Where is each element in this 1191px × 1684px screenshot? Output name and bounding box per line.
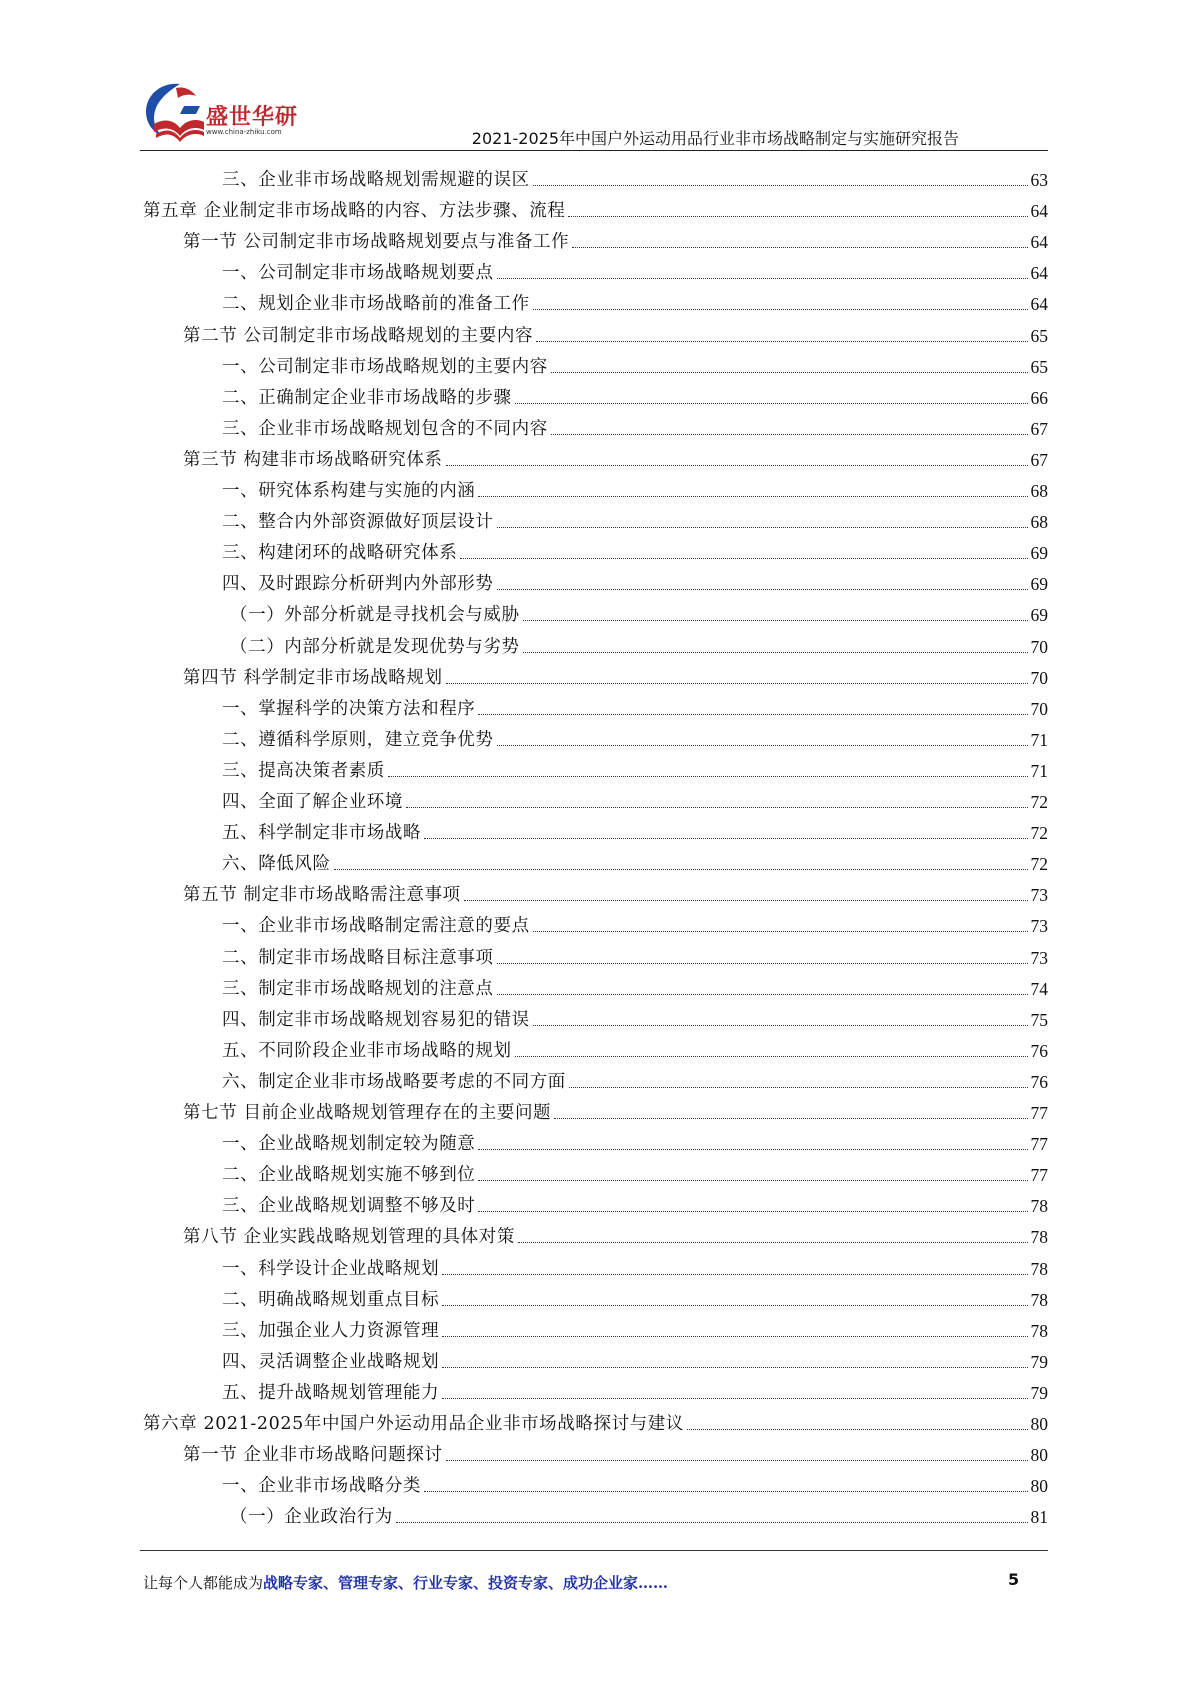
toc-dot-leader [533, 1025, 1028, 1026]
toc-entry[interactable] [222, 1031, 1048, 1062]
toc-dot-leader [334, 869, 1028, 870]
toc-page-number: 75 [1030, 1009, 1048, 1030]
toc-dot-leader [572, 247, 1027, 248]
toc-entry-title: 五、科学制定非市场战略 [222, 823, 422, 844]
toc-entry-title: 二、企业战略规划实施不够到位 [222, 1165, 476, 1186]
toc-entry[interactable] [222, 1373, 1048, 1404]
toc-entry[interactable] [222, 751, 1048, 782]
toc-dot-leader [388, 776, 1028, 777]
toc-entry-title: 五、不同阶段企业非市场战略的规划 [222, 1040, 512, 1061]
toc-entry-title: 三、企业非市场战略规划包含的不同内容 [222, 418, 548, 439]
page-number: 5 [1008, 1570, 1020, 1589]
toc-entry-title: 四、制定非市场战略规划容易犯的错误 [222, 1009, 530, 1030]
toc-dot-leader [442, 1305, 1027, 1306]
toc-dot-leader [523, 620, 1028, 621]
toc-page-number: 78 [1030, 1227, 1048, 1248]
toc-entry[interactable] [183, 1435, 1048, 1466]
toc-dot-leader [497, 527, 1028, 528]
toc-entry-title: （一）外部分析就是寻找机会与威胁 [230, 605, 520, 626]
toc-page-number: 78 [1030, 1258, 1048, 1279]
toc-page-number: 80 [1030, 1414, 1048, 1434]
toc-page-number: 67 [1030, 418, 1048, 439]
toc-entry-title: 第一节 企业非市场战略问题探讨 [183, 1445, 443, 1466]
toc-entry-title: 第七节 目前企业战略规划管理存在的主要问题 [183, 1103, 552, 1123]
toc-entry-title: 三、企业非市场战略规划需规避的误区 [222, 170, 530, 190]
toc-entry[interactable] [222, 969, 1048, 1000]
toc-entry[interactable] [222, 844, 1048, 875]
toc-dot-leader [533, 931, 1028, 932]
toc-page-number: 72 [1030, 792, 1048, 812]
toc-entry[interactable] [222, 782, 1048, 813]
toc-entry-title: 第四节 科学制定非市场战略规划 [183, 667, 443, 688]
toc-dot-leader [396, 1522, 1028, 1523]
toc-page-number: 71 [1030, 729, 1048, 750]
logo-url: www.china-zhiku.com [206, 128, 282, 136]
toc-entry[interactable] [222, 1280, 1048, 1311]
toc-dot-leader [551, 434, 1028, 435]
toc-dot-leader [568, 216, 1027, 217]
toc-entry[interactable] [222, 284, 1048, 315]
report-title: 2021-2025年中国户外运动用品行业非市场战略制定与实施研究报告 [471, 129, 959, 148]
toc-entry[interactable] [222, 409, 1048, 440]
toc-dot-leader [442, 1367, 1027, 1368]
toc-entry-title: 一、科学设计企业战略规划 [222, 1258, 440, 1279]
toc-entry-title: 一、企业非市场战略分类 [222, 1476, 422, 1497]
toc-page-number: 80 [1030, 1476, 1048, 1497]
toc-page-number: 70 [1030, 667, 1048, 688]
toc-entry[interactable] [183, 875, 1048, 906]
toc-dot-leader [442, 1274, 1027, 1275]
toc-entry-title: 六、制定企业非市场战略要考虑的不同方面 [222, 1071, 566, 1092]
toc-dot-leader [497, 994, 1028, 995]
toc-page-number: 69 [1030, 605, 1048, 626]
toc-page-number: 79 [1030, 1382, 1048, 1403]
toc-entry[interactable] [222, 471, 1048, 502]
toc-page-number: 76 [1030, 1071, 1048, 1092]
toc-page-number: 73 [1030, 916, 1048, 937]
toc-dot-leader [497, 745, 1028, 746]
toc-entry[interactable] [143, 191, 1048, 222]
toc-page-number: 63 [1030, 170, 1048, 190]
toc-page-number: 81 [1030, 1507, 1048, 1528]
toc-dot-leader [478, 714, 1027, 715]
toc-entry[interactable] [222, 533, 1048, 564]
slogan-lead: 让每个人都能成为 [143, 1574, 264, 1592]
toc-dot-leader [554, 1118, 1027, 1119]
toc-entry-title: 第三节 构建非市场战略研究体系 [183, 449, 443, 470]
toc-entry[interactable] [222, 1186, 1048, 1217]
toc-page-number: 77 [1030, 1165, 1048, 1186]
toc-dot-leader [518, 1242, 1028, 1243]
toc-dot-leader [478, 1180, 1027, 1181]
toc-dot-leader [478, 1149, 1027, 1150]
toc-entry[interactable] [222, 564, 1048, 595]
toc-entry-title: 第二节 公司制定非市场战略规划的主要内容 [183, 325, 534, 346]
toc-entry[interactable] [222, 813, 1048, 844]
toc-dot-leader [442, 1336, 1027, 1337]
toc-entry-title: 四、灵活调整企业战略规划 [222, 1351, 440, 1372]
header-divider [140, 150, 1048, 151]
toc-entry-title: 三、加强企业人力资源管理 [222, 1320, 440, 1341]
toc-entry[interactable] [222, 1062, 1048, 1093]
toc-dot-leader [446, 683, 1028, 684]
toc-entry[interactable] [230, 627, 1048, 658]
toc-page-number: 69 [1030, 543, 1048, 564]
company-logo [140, 80, 320, 150]
toc-page-number: 78 [1030, 1320, 1048, 1341]
toc-page-number: 77 [1030, 1103, 1048, 1123]
toc-entry[interactable] [183, 1217, 1048, 1248]
toc-dot-leader [406, 807, 1028, 808]
toc-entry-title: 二、正确制定企业非市场战略的步骤 [222, 387, 512, 408]
page-header [0, 0, 1191, 160]
toc-page-number: 68 [1030, 481, 1048, 501]
toc-entry-title: 五、提升战略规划管理能力 [222, 1382, 440, 1403]
toc-entry[interactable] [183, 658, 1048, 689]
toc-dot-leader [515, 1056, 1028, 1057]
toc-entry[interactable] [222, 1155, 1048, 1186]
toc-page-number: 65 [1030, 325, 1048, 346]
toc-page-number: 71 [1030, 760, 1048, 781]
toc-page-number: 64 [1030, 201, 1048, 222]
toc-dot-leader [446, 465, 1028, 466]
toc-entry-title: 六、降低风险 [222, 854, 331, 875]
toc-entry-title: 第一节 公司制定非市场战略规划要点与准备工作 [183, 232, 570, 253]
toc-entry-title: 三、构建闭环的战略研究体系 [222, 543, 458, 564]
toc-entry[interactable] [222, 938, 1048, 969]
toc-dot-leader [536, 341, 1027, 342]
toc-entry[interactable] [222, 502, 1048, 533]
toc-entry[interactable] [222, 1311, 1048, 1342]
toc-page-number: 73 [1030, 947, 1048, 968]
toc-dot-leader [460, 558, 1027, 559]
toc-dot-leader [551, 372, 1028, 373]
toc-entry-title: 第五章 企业制定非市场战略的内容、方法步骤、流程 [143, 201, 566, 222]
toc-dot-leader [497, 278, 1028, 279]
toc-entry-title: （一）企业政治行为 [230, 1507, 393, 1528]
toc-dot-leader [533, 185, 1028, 186]
toc-entry-title: 二、规划企业非市场战略前的准备工作 [222, 294, 530, 315]
toc-page-number: 77 [1030, 1134, 1048, 1155]
toc-page-number: 72 [1030, 823, 1048, 844]
toc-page-number: 67 [1030, 449, 1048, 470]
toc-entry[interactable] [222, 1466, 1048, 1497]
toc-dot-leader [569, 1087, 1028, 1088]
toc-entry[interactable] [183, 222, 1048, 253]
slogan-highlight: 战略专家、管理专家、行业专家、投资专家、成功企业家…… [263, 1574, 669, 1592]
toc-page-number: 74 [1030, 978, 1048, 999]
toc-entry[interactable] [222, 347, 1048, 378]
toc-entry-title: （二）内部分析就是发现优势与劣势 [230, 636, 520, 657]
toc-dot-leader [424, 1491, 1027, 1492]
toc-entry-title: 一、公司制定非市场战略规划的主要内容 [222, 356, 548, 377]
toc-entry-title: 三、企业战略规划调整不够及时 [222, 1196, 476, 1217]
toc-page-number: 64 [1030, 294, 1048, 315]
toc-entry[interactable] [183, 316, 1048, 347]
toc-entry[interactable] [183, 1093, 1048, 1124]
logo-book-icon [140, 80, 208, 146]
toc-dot-leader [464, 900, 1028, 901]
toc-entry-title: 第五节 制定非市场战略需注意事项 [183, 885, 461, 906]
toc-page-number: 80 [1030, 1445, 1048, 1466]
toc-dot-leader [478, 496, 1027, 497]
toc-dot-leader [424, 838, 1027, 839]
toc-entry-title: 第八节 企业实践战略规划管理的具体对策 [183, 1227, 515, 1248]
toc-page-number: 76 [1030, 1040, 1048, 1061]
toc-page-number: 78 [1030, 1289, 1048, 1310]
toc-entry[interactable] [222, 253, 1048, 284]
toc-page-number: 69 [1030, 574, 1048, 595]
toc-entry[interactable] [143, 1404, 1048, 1435]
toc-entry-title: 三、制定非市场战略规划的注意点 [222, 978, 494, 999]
toc-entry-title: 四、及时跟踪分析研判内外部形势 [222, 574, 494, 595]
toc-dot-leader [533, 309, 1028, 310]
toc-entry[interactable] [222, 1342, 1048, 1373]
toc-entry[interactable] [222, 689, 1048, 720]
toc-entry[interactable] [230, 1497, 1048, 1528]
toc-entry[interactable] [230, 595, 1048, 626]
toc-page-number: 70 [1030, 698, 1048, 719]
toc-dot-leader [523, 652, 1028, 653]
toc-page-number: 65 [1030, 356, 1048, 377]
toc-entry[interactable] [222, 1124, 1048, 1155]
toc-entry-title: 一、企业战略规划制定较为随意 [222, 1134, 476, 1155]
toc-dot-leader [515, 403, 1028, 404]
toc-page-number: 73 [1030, 885, 1048, 906]
toc-entry-title: 二、明确战略规划重点目标 [222, 1289, 440, 1310]
toc-entry-title: 二、整合内外部资源做好顶层设计 [222, 512, 494, 533]
toc-page-number: 70 [1030, 636, 1048, 657]
toc-entry-title: 一、公司制定非市场战略规划要点 [222, 263, 494, 284]
toc-page-number: 78 [1030, 1196, 1048, 1217]
toc-entry[interactable] [222, 720, 1048, 751]
toc-entry[interactable] [183, 440, 1048, 471]
toc-dot-leader [497, 589, 1028, 590]
toc-entry[interactable] [222, 1000, 1048, 1031]
toc-entry[interactable] [222, 1249, 1048, 1280]
toc-page-number: 66 [1030, 387, 1048, 408]
toc-entry-title: 三、提高决策者素质 [222, 760, 385, 781]
toc-entry-title: 二、遵循科学原则，建立竞争优势 [222, 729, 494, 750]
toc-page-number: 64 [1030, 263, 1048, 284]
toc-dot-leader [687, 1429, 1028, 1430]
toc-page-number: 72 [1030, 854, 1048, 875]
toc-page-number: 64 [1030, 232, 1048, 253]
toc-entry-title: 一、研究体系构建与实施的内涵 [222, 481, 476, 501]
toc-dot-leader [446, 1460, 1028, 1461]
toc-entry-title: 一、掌握科学的决策方法和程序 [222, 698, 476, 719]
toc-entry-title: 四、全面了解企业环境 [222, 792, 403, 812]
toc-page-number: 79 [1030, 1351, 1048, 1372]
toc-entry-title: 一、企业非市场战略制定需注意的要点 [222, 916, 530, 937]
footer-slogan [143, 1572, 668, 1593]
toc-entry-title: 第六章 2021-2025年中国户外运动用品企业非市场战略探讨与建议 [143, 1414, 684, 1434]
toc-entry-title: 二、制定非市场战略目标注意事项 [222, 947, 494, 968]
toc-entry[interactable] [222, 378, 1048, 409]
toc-entry[interactable] [222, 160, 1048, 191]
footer-divider [140, 1550, 1048, 1551]
logo-name: 盛世华研 [206, 105, 299, 130]
toc-dot-leader [478, 1211, 1027, 1212]
toc-dot-leader [442, 1398, 1027, 1399]
toc-page-number: 68 [1030, 512, 1048, 533]
toc-dot-leader [497, 963, 1028, 964]
toc-entry[interactable] [222, 906, 1048, 937]
